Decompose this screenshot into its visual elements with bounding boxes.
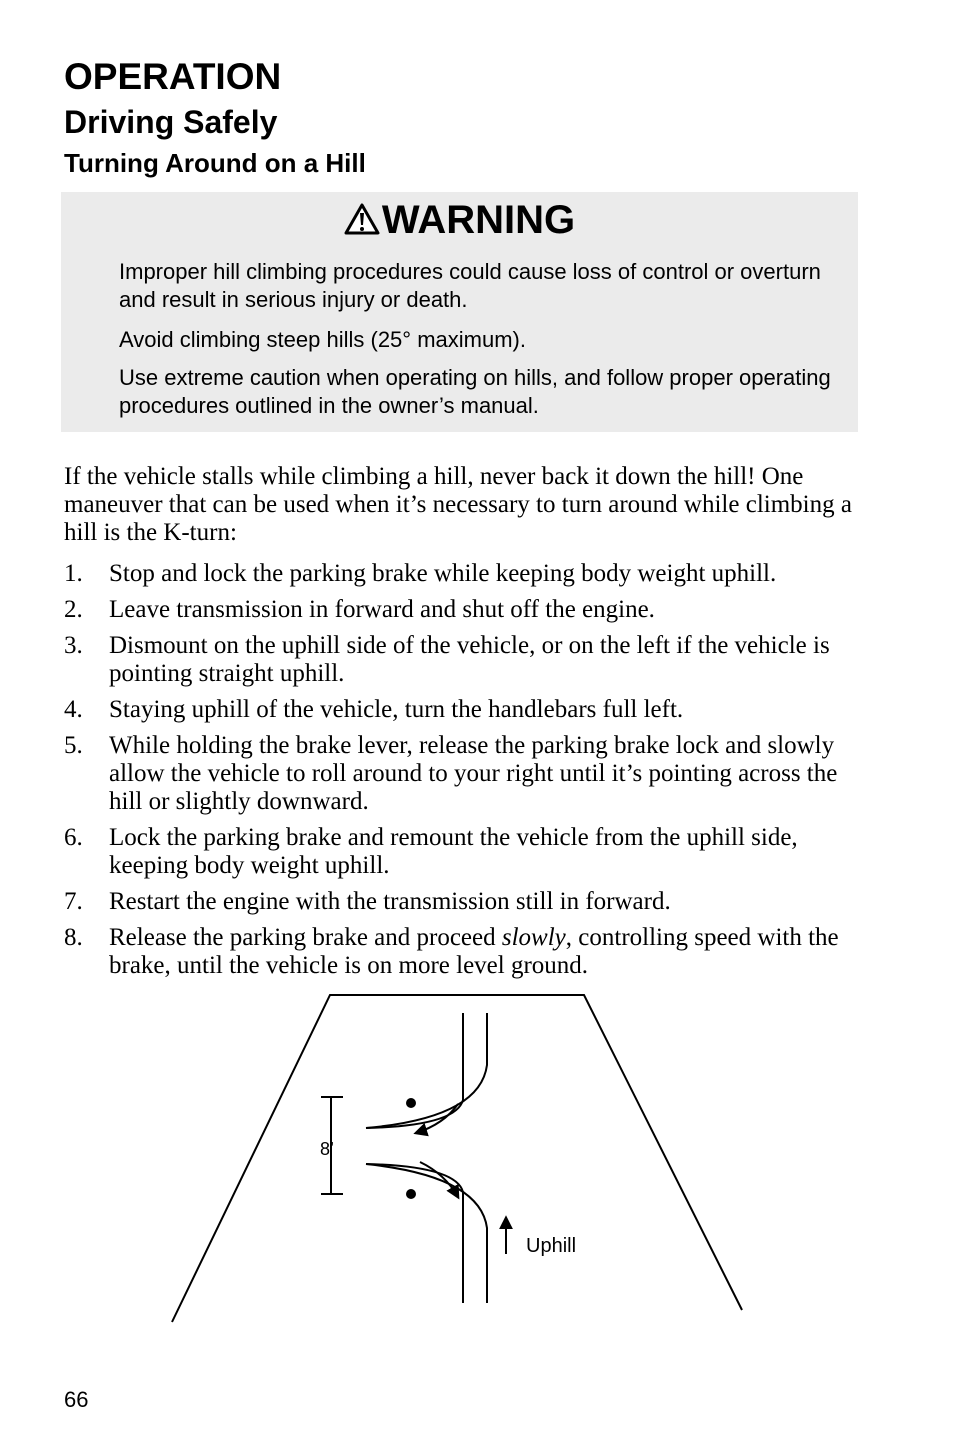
warning-paragraph: Use extreme caution when operating on hills, and follow proper operating procedures outlined in the owner’s manual. [119,365,831,418]
k-turn-steps [64,560,864,988]
step-item [64,696,864,724]
step-item [64,596,864,624]
step-number: 5. [64,732,83,759]
step-text: Release the parking brake and proceed slowly, controlling speed with the brake, until the vehicle is on more level ground. [109,924,839,979]
uphill-label: Uphill [526,1235,577,1257]
step-text: Leave transmission in forward and shut off the engine. [109,596,655,623]
step-number: 2. [64,596,83,623]
step-text: Restart the engine with the transmission still in forward. [109,888,671,915]
k-turn-diagram [0,980,954,1340]
marker-dot [406,1098,416,1108]
step-text: Stop and lock the parking brake while keeping body weight uphill. [109,560,777,587]
subsection-title: Driving Safely [64,104,278,140]
warning-paragraph: Avoid climbing steep hills (25° maximum). [119,327,526,352]
step-text: While holding the brake lever, release the parking brake lock and slowly allow the vehicle to roll around to your right until it’s pointing across the hill or slightly downward. [109,732,838,815]
step-text: Dismount on the uphill side of the vehicle, or on the left if the vehicle is pointing straight uphill. [109,632,830,687]
step-item [64,924,864,980]
topic-title: Turning Around on a Hill [64,148,366,178]
warning-title: WARNING [381,198,576,242]
emphasis-slowly: slowly [501,924,566,951]
step-number: 8. [64,924,83,951]
step-item [64,824,864,880]
step-number: 3. [64,632,83,659]
step-number: 4. [64,696,83,723]
page-number: 66 [64,1387,89,1412]
step-text: Lock the parking brake and remount the vehicle from the uphill side, keeping body weight uphill. [109,824,798,879]
marker-dot [406,1189,416,1199]
distance-label: 8’ [320,1139,335,1159]
step-number: 1. [64,560,83,587]
vehicle-track-right [366,1013,487,1303]
step-item [64,732,864,816]
step-number: 6. [64,824,83,851]
warning-triangle-icon [344,203,380,235]
warning-heading [61,198,858,243]
warning-box [61,192,858,432]
vehicle-track-left [366,1013,463,1303]
step-number: 7. [64,888,83,915]
intro-paragraph: If the vehicle stalls while climbing a hill, never back it down the hill! One maneuver that can be used when it’s necessary to turn around while climbing a hill is the K-turn: [64,463,852,546]
section-title: OPERATION [64,56,282,97]
step-item [64,888,864,916]
step-text: Staying uphill of the vehicle, turn the handlebars full left. [109,696,684,723]
step-item [64,560,864,588]
hill-outline [172,995,742,1322]
step-item [64,632,864,688]
warning-paragraph: Improper hill climbing procedures could cause loss of control or overturn and result in serious injury or death. [119,259,821,312]
